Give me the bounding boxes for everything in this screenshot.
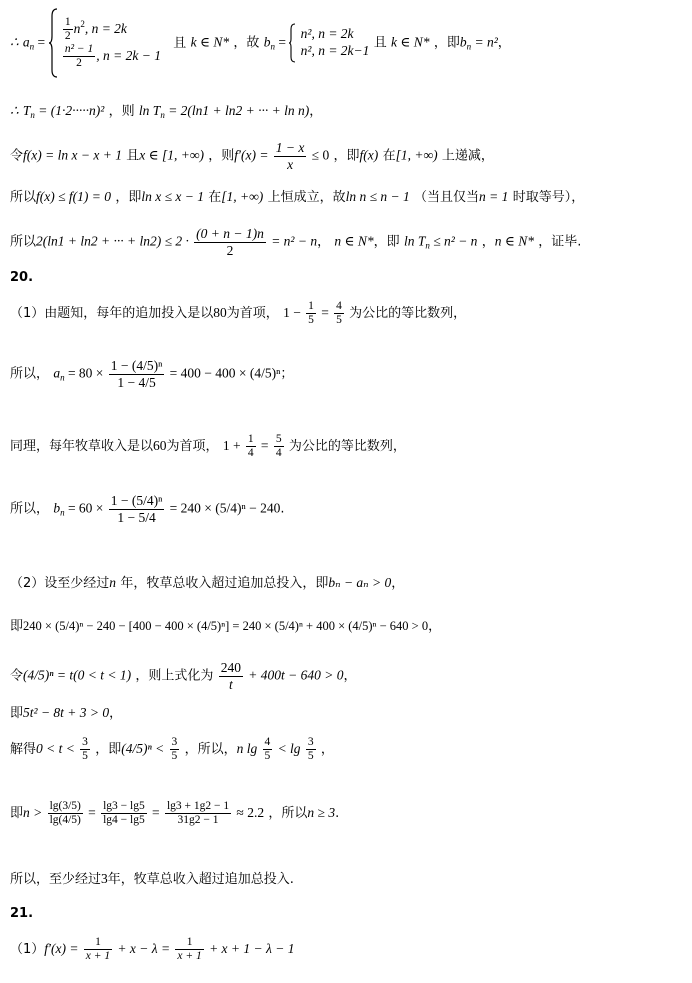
line-20-conclusion: 所以，至少经过3年，牧草总收入超过追加总投入.	[10, 871, 294, 887]
line-20-2-quadratic: 即5t² − 8t + 3 > 0，	[10, 705, 123, 721]
section-20-heading: 20.	[10, 270, 34, 285]
line-20-2-expand: 即240 × (5/4)ⁿ − 240 − [400 − 400 × (4/5)ⁿ] = 240 × (5/4)ⁿ + 400 × (4/5)ⁿ − 640 > 0，	[10, 619, 442, 634]
bn-cases: n², n = 2k n², n = 2k−1	[300, 26, 370, 58]
left-brace-icon	[289, 23, 296, 63]
therefore-symbol: ∴	[10, 34, 19, 50]
left-brace-icon	[49, 8, 58, 78]
line-20-1-grass-ratio: 同理，每年牧草收入是以60为首项， 1 + $\frac{1}{4}$ = $\frac{5}{4}$ 为公比的等比数列，	[10, 433, 406, 460]
line-20-2-substitute: 令(4/5)ⁿ = t(0 < t < 1) ，则上式化为 $\frac{240}{t}$ + 400t − 640 > 0，	[10, 660, 357, 692]
math-a: a	[22, 34, 30, 50]
line-tn: ∴ $T_n = (1\cdot 2\cdot\cdot\cdot\cdot\cdot n)^2$ ，则 $\ln T_n = 2(\ln 1 + \ln 2$ + ··· + ln n)，	[10, 103, 323, 120]
line-21-1-derivative: （1）f′(x) = $\frac{1}{x + 1}$ + x − λ = $\frac{1}{x + 1}$ + x + 1 − λ − 1	[10, 936, 295, 963]
line-fx-def: 令f(x) = ln x − x + 1 且x ∈ [1, +∞) ，则f′(x) = $\frac{1 - x}{x}$ ≤ 0 ，即f(x) 在[1, +∞) 上递减，	[10, 140, 494, 172]
line-20-2-setup: （2）设至少经过n 年，牧草总收入超过追加总投入，即bₙ − aₙ > 0，	[10, 575, 405, 591]
line-an-sum: 所以， $a_n = 80$ × $\frac{\text{1 − (4/5)ⁿ}}{1 - 4/5}$ = 400 − 400 × (4/5)ⁿ；	[10, 358, 294, 390]
an-cases: $\frac{1}{2}$ $n^2$, n = 2k $\frac{\text{n² − 1}}{2}$ , n = 2k − 1	[64, 15, 161, 70]
line-20-2-log-bound: 即n > $\frac{\lg(3/5)}{\lg(4/5)}$ = $\frac{\lg 3 - \lg 5}{\lg 4 - \lg 5}$ = $\frac{\lg 3 + 1g2 - 1}{31g2 - 1}$ ≈ 2.2 ，所以n ≥ 3.	[10, 800, 340, 827]
line-20-2-solve: 解得0 < t < $\frac{3}{5}$ ，即(4/5)ⁿ < $\frac{3}{5}$ ，所以，n lg $\frac{4}{5}$ < lg $\frac{3}{5}$ ，	[10, 736, 334, 763]
line-bn-sum: 所以， $b_n = 60$ × $\frac{\text{1 − (5/4)ⁿ}}{1 - 5/4}$ = 240 × (5/4)ⁿ − 240.	[10, 493, 285, 525]
line-20-1-ratio: （1）由题知，每年的追加投入是以80为首项， 1 − $\frac{1}{5}$ = $\frac{4}{5}$ 为公比的等比数列，	[10, 300, 467, 327]
line-lnx-inequality: 所以f(x) ≤ f(1) = 0 ，即ln x ≤ x − 1 在[1, +∞) 上恒成立，故ln n ≤ n − 1 （当且仅当n = 1 时取等号），	[10, 189, 585, 205]
line-conclusion-19: 所以2(ln1 + ln2 + ··· + ln2) ≤ 2 · $\frac{(0 + n - 1)n}{2}$ = n² − n， n ∈ N*，即 $\ln T_n \le n^2 - n$ ，n ∈ N* ，证毕.	[10, 226, 582, 258]
section-21-heading: 21.	[10, 906, 34, 921]
line-an-bn: ∴ $a_n$ = $\frac{1}{2}$ $n^2$, n = 2k $\frac{\text{n² − 1}}{2}$ , n = 2k − 1 且 k ∈ N* ，故 $b_n$ = n², n = 2k n², n = 2k−1 且 k ∈ N* ，即$b_n = n^2$，	[10, 8, 511, 78]
